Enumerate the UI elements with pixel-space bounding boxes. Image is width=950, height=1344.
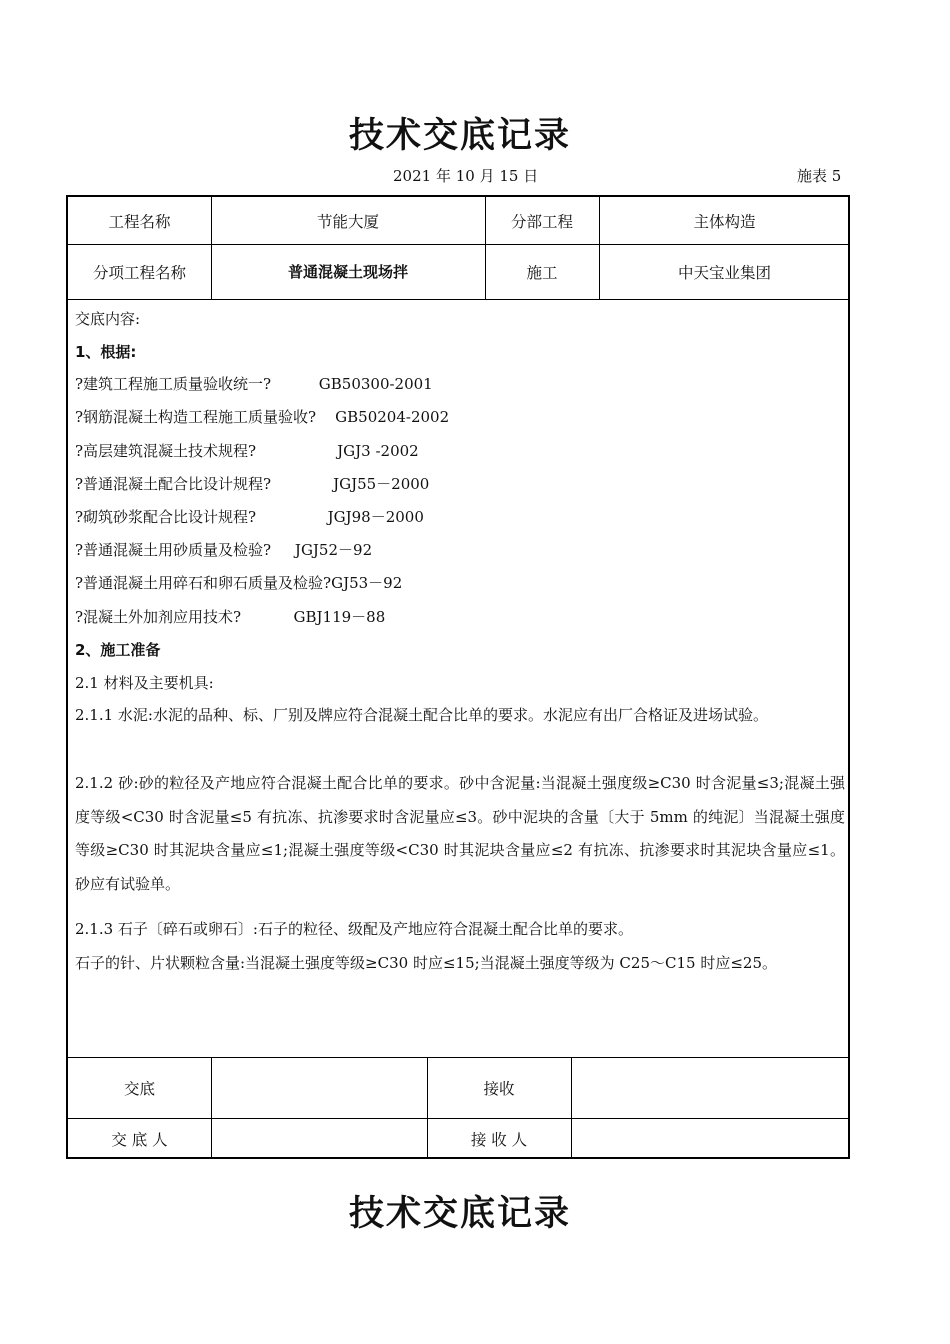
reference-item: ?普通混凝土用碎石和卵石质量及检验?GJ53－92 [75,574,403,592]
receive-field[interactable] [571,1057,850,1118]
page-title: 技术交底记录 [348,116,571,156]
record-date: 2021 年 10 月 15 日 [393,167,539,185]
reference-item: ?钢筋混凝土构造工程施工质量验收? GB50204-2002 [75,408,450,426]
subitem-label: 分项工程名称 [92,263,186,282]
paragraph-sand: 2.1.2 砂:砂的粒径及产地应符合混凝土配合比单的要求。砂中含泥量:当混凝土强度级≥C30 时含泥量≤3;混凝土强度等级<C30 时含泥量≤5 有抗冻、抗渗要求时含泥量应≤3。砂中泥块的含量〔大于 5mm 的纯泥〕当混凝土强度等级≥C30 时其泥块含量应≤1;混凝土强度等级<C30 时其泥块含量应≤2 有抗冻、抗渗要求时其泥块含量应≤1。砂应有试验单。 [75,774,845,893]
handover-label: 交底 [123,1079,155,1098]
receive-label: 接收 [483,1079,515,1098]
paragraph-stone-content: 石子的针、片状颗粒含量:当混凝土强度等级≥C30 时应≤15;当混凝土强度等级为 C25～C15 时应≤25。 [75,954,777,972]
reference-item: ?砌筑砂浆配合比设计规程? JGJ98－2000 [75,508,424,526]
form-number: 施表 5 [797,167,842,185]
handover-field[interactable] [211,1057,427,1118]
division-value: 主体构造 [693,212,756,231]
section-heading-basis: 1、根据: [75,343,137,361]
reference-item: ?普通混凝土配合比设计规程? JGJ55－2000 [75,475,430,493]
reference-item: ?高层建筑混凝土技术规程? JGJ3 -2002 [75,442,419,460]
handover-person-label: 交 底 人 [111,1130,168,1149]
next-page-title: 技术交底记录 [348,1194,571,1234]
project-name-value: 节能大厦 [316,212,379,231]
reference-item: ?建筑工程施工质量验收统一? GB50300-2001 [75,375,433,393]
contractor-value: 中天宝业集团 [677,263,771,282]
subsection-heading: 2.1 材料及主要机具: [75,674,214,692]
content-intro: 交底内容: [75,310,141,328]
project-name-label: 工程名称 [108,212,171,231]
section-heading-preparation: 2、施工准备 [75,641,161,659]
division-label: 分部工程 [510,212,573,231]
paragraph-cement: 2.1.1 水泥:水泥的品种、标、厂别及牌应符合混凝土配合比单的要求。水泥应有出厂合格证及进场试验。 [75,706,768,724]
handover-person-field[interactable] [211,1118,427,1159]
reference-item: ?混凝土外加剂应用技术? GBJ119－88 [75,608,386,626]
receive-person-field[interactable] [571,1118,850,1159]
receive-person-label: 接 收 人 [470,1130,528,1149]
table-rule [68,299,848,300]
paragraph-stone: 2.1.3 石子〔碎石或卵石〕:石子的粒径、级配及产地应符合混凝土配合比单的要求。 [75,920,633,938]
reference-item: ?普通混凝土用砂质量及检验? JGJ52－92 [75,541,373,559]
subitem-value: 普通混凝土现场拌 [287,263,408,281]
contractor-label: 施工 [526,263,558,282]
